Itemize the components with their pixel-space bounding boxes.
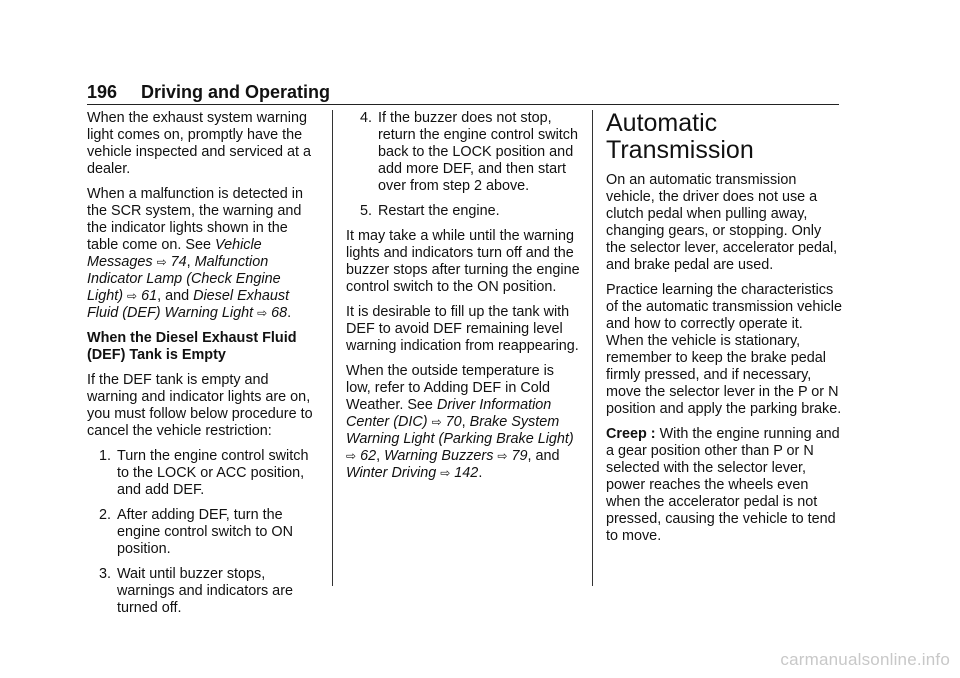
paragraph: When the outside temperature is low, refer to Adding DEF in Cold Weather. See Driver Information Center (DIC) ⇨ 70, Brake System Warning Light (Parking Brake Light) ⇨ 62, Warning Buzzers ⇨ 79, and Winter Driving ⇨ 142. [346, 363, 574, 481]
subheading: When the Diesel Exhaust Fluid (DEF) Tank is Empty [87, 330, 297, 363]
page-ref[interactable]: 142 [454, 465, 479, 481]
list-item: 4. If the buzzer does not stop, return the engine control switch back to the LOCK position and add more DEF, and then start over from step 2 above. [359, 110, 578, 194]
page-ref[interactable]: 79 [511, 448, 528, 464]
page-ref[interactable]: 61 [141, 288, 158, 304]
column-left [87, 110, 317, 625]
paragraph: When a malfunction is detected in the SCR system, the warning and the indicator lights shown in the table come on. See Vehicle Messages ⇨ 74, Malfunction Indicator Lamp (Check Engine Light) ⇨ 61, and Diesel Exhaust Fluid (DEF) Warning Light ⇨ 68. [87, 186, 303, 321]
page-header [87, 84, 839, 105]
page-ref-icon: ⇨ [440, 466, 451, 480]
page-ref[interactable]: 62 [360, 448, 377, 464]
page-ref-icon: ⇨ [127, 289, 138, 303]
paragraph: It may take a while until the warning lights and indicators turn off and the buzzer stops after turning the engine control switch to the ON position. [346, 228, 580, 295]
xref-link[interactable]: Driver Information Center (DIC) [346, 397, 552, 430]
column-divider [332, 110, 333, 586]
page-ref-icon: ⇨ [156, 255, 167, 269]
paragraph: On an automatic transmission vehicle, the driver does not use a clutch pedal when pulling away, changing gears, or stopping. Only the selector lever, accelerator pedal, and brake pedal are used. [606, 172, 838, 273]
paragraph: Practice learning the characteristics of the automatic transmission vehicle and how to correctly operate it. When the vehicle is stationary, remember to keep the brake pedal firmly pressed, and if necessary, move the selector lever in the P or N position and apply the parking brake. [606, 282, 842, 417]
page-ref[interactable]: 68 [271, 305, 288, 321]
section-heading: Automatic Transmission [606, 109, 754, 164]
list-item: 1. Turn the engine control switch to the LOCK or ACC position, and add DEF. [98, 448, 309, 498]
column-right [606, 110, 842, 553]
xref-link[interactable]: Diesel Exhaust Fluid (DEF) Warning Light [87, 288, 290, 321]
xref-link[interactable]: Malfunction Indicator Lamp (Check Engine Light) [87, 254, 281, 304]
section-title: Driving and Operating [141, 82, 331, 102]
term-label: Creep : [606, 426, 656, 442]
page-ref-icon: ⇨ [257, 306, 268, 320]
column-middle [346, 110, 582, 490]
paragraph: Creep : With the engine running and a gear position other than P or N selected with the selector lever, power reaches the wheels even when the accelerator pedal is not pressed, causing the vehicle to tend to move. [606, 426, 840, 544]
xref-link[interactable]: Vehicle Messages [87, 237, 262, 270]
paragraph: It is desirable to fill up the tank with DEF to avoid DEF remaining level warning indication from reappearing. [346, 304, 579, 354]
list-item: 5. Restart the engine. [359, 203, 500, 219]
list-item: 2. After adding DEF, turn the engine control switch to ON position. [98, 507, 293, 557]
paragraph: When the exhaust system warning light comes on, promptly have the vehicle inspected and serviced at a dealer. [87, 110, 311, 177]
page-ref-icon: ⇨ [346, 449, 357, 463]
watermark: carmanualsonline.info [780, 650, 950, 669]
page-ref[interactable]: 74 [170, 254, 187, 270]
list-item: 3. Wait until buzzer stops, warnings and indicators are turned off. [98, 566, 293, 616]
xref-link[interactable]: Winter Driving [346, 465, 437, 481]
page-ref[interactable]: 70 [445, 414, 462, 430]
page-ref-icon: ⇨ [431, 415, 442, 429]
xref-link[interactable]: Brake System Warning Light (Parking Brake Light) [346, 414, 574, 447]
paragraph: If the DEF tank is empty and warning and indicator lights are on, you must follow below procedure to cancel the vehicle restriction: [87, 372, 313, 439]
column-divider [592, 110, 593, 586]
page-number: 196 [87, 82, 118, 102]
page-ref-icon: ⇨ [497, 449, 508, 463]
xref-link[interactable]: Warning Buzzers [384, 448, 494, 464]
